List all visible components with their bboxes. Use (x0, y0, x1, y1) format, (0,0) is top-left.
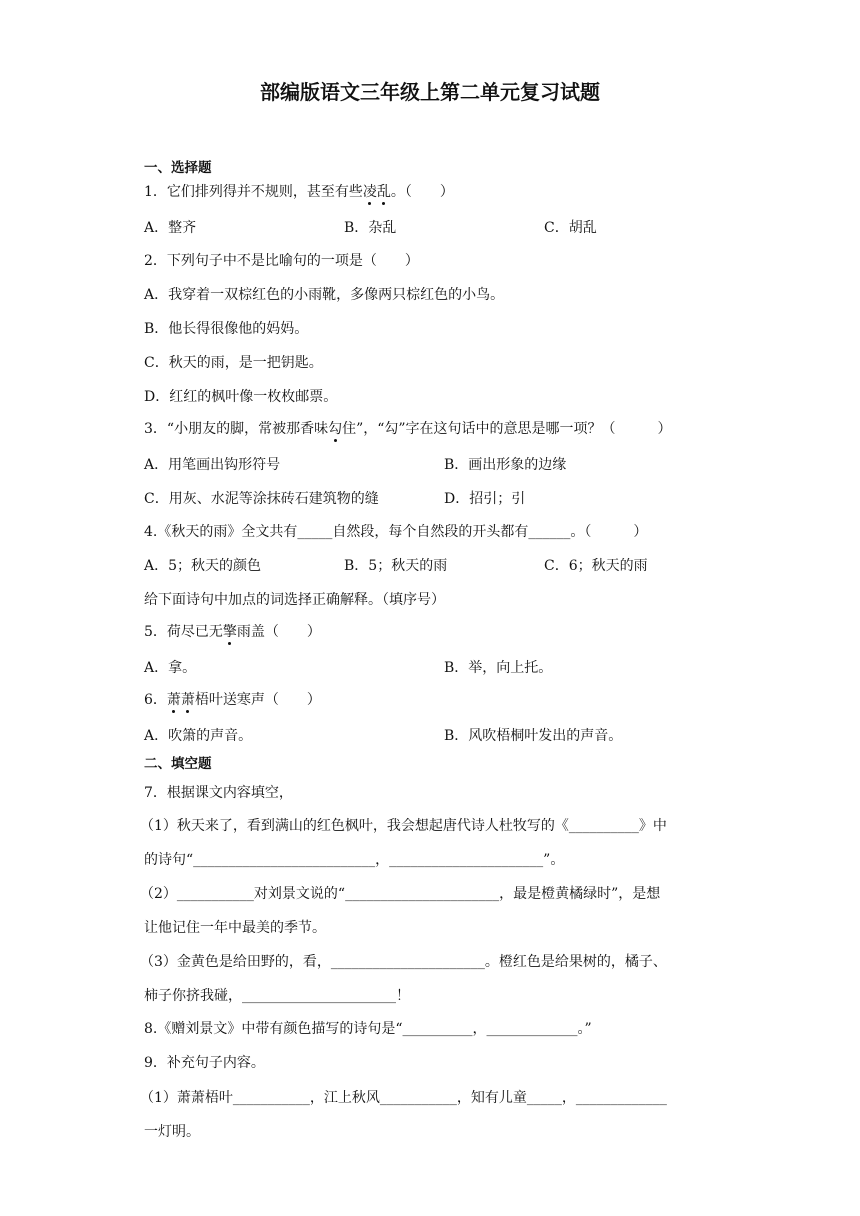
question-1-dotted-char: 乱 (376, 184, 391, 200)
question-3-text: 住”，“勾”字在这句话中的意思是哪一项？（ ） (342, 421, 672, 437)
question-9-part-1-cont: 一灯明。 (144, 1124, 200, 1140)
question-6-option-b: B．风吹梧桐叶发出的声音。 (444, 728, 623, 744)
question-2-option-b: B．他长得很像他的妈妈。 (144, 321, 309, 337)
question-5-text: 5．荷尽已无 (144, 624, 223, 640)
question-6-text: 梧叶送寒声（ ） (194, 692, 321, 708)
question-4-option-c: C．6；秋天的雨 (544, 558, 648, 574)
question-6-number: 6． (144, 692, 167, 708)
question-3-option-a: A．用笔画出钩形符号 (144, 457, 281, 473)
question-1-option-b: B．杂乱 (344, 220, 397, 236)
section-heading-fill: 二、填空题 (144, 756, 212, 772)
question-1-stem (144, 182, 454, 202)
question-2-option-a: A．我穿着一双棕红色的小雨靴，多像两只棕红色的小鸟。 (144, 287, 505, 303)
question-2-option-c: C．秋天的雨，是一把钥匙。 (144, 355, 323, 371)
question-3-option-d: D．招引；引 (444, 491, 526, 507)
question-3-text: 3．“小朋友的脚，常被那香味 (144, 421, 329, 437)
section-heading-choice: 一、选择题 (144, 160, 212, 176)
question-2-option-d: D．红红的枫叶像一枚枚邮票。 (144, 389, 338, 405)
question-4-stem: 4.《秋天的雨》全文共有_____自然段，每个自然段的开头都有______。（ ） (144, 524, 648, 540)
question-5-dotted-char: 擎 (222, 624, 237, 640)
question-1-option-a: A．整齐 (144, 220, 197, 236)
question-6-dotted-char: 萧 (180, 692, 195, 708)
question-5-option-b: B．举，向上托。 (444, 660, 553, 676)
question-7-part-2-cont: 让他记住一年中最美的季节。 (144, 920, 326, 936)
question-6-dotted-char: 萧 (166, 692, 181, 708)
question-8-stem: 8.《赠刘景文》中带有颜色描写的诗句是“__________，_____________。” (144, 1021, 592, 1037)
question-9-part-1: （1）萧萧梧叶___________，江上秋风___________，知有儿童_____，_____________ (140, 1090, 667, 1106)
question-3-dotted-char: 勾 (328, 421, 343, 437)
question-5-option-a: A．拿。 (144, 660, 197, 676)
question-1-dotted-char: 凌 (362, 184, 377, 200)
question-3-option-b: B．画出形象的边缘 (444, 457, 567, 473)
question-1-option-c: C．胡乱 (544, 220, 597, 236)
question-2-stem: 2．下列句子中不是比喻句的一项是（ ） (144, 253, 419, 269)
question-9-stem: 9．补充句子内容。 (144, 1055, 265, 1071)
question-7-part-3-cont: 柿子你挤我碰，______________________！ (144, 988, 410, 1004)
question-5-stem (144, 622, 321, 642)
question-4-option-a: A．5；秋天的颜色 (144, 558, 262, 574)
question-4-option-b: B．5；秋天的雨 (344, 558, 448, 574)
question-1-text: 1．它们排列得并不规则，甚至有些 (144, 184, 363, 200)
question-7-part-1: （1）秋天来了，看到满山的红色枫叶，我会想起唐代诗人杜牧写的《__________》中 (140, 818, 667, 834)
question-5-text: 雨盖（ ） (236, 624, 321, 640)
question-6-stem (144, 690, 321, 710)
question-7-stem: 7．根据课文内容填空， (144, 785, 293, 801)
question-1-text: 。（ ） (390, 184, 454, 200)
question-7-part-2: （2）___________对刘景文说的“______________________，最是橙黄橘绿时”，是想 (140, 886, 661, 902)
question-3-stem (144, 419, 672, 439)
question-7-part-3: （3）金黄色是给田野的，看，______________________。橙红色是给果树的，橘子、 (140, 954, 667, 970)
question-3-option-c: C．用灰、水泥等涂抹砖石建筑物的缝 (144, 491, 379, 507)
question-7-part-1-cont: 的诗句“__________________________，______________________”。 (144, 852, 565, 868)
page-title: 部编版语文三年级上第二单元复习试题 (260, 80, 600, 104)
question-6-option-a: A．吹箫的声音。 (144, 728, 253, 744)
instruction-text: 给下面诗句中加点的词选择正确解释。（填序号） (144, 592, 445, 608)
